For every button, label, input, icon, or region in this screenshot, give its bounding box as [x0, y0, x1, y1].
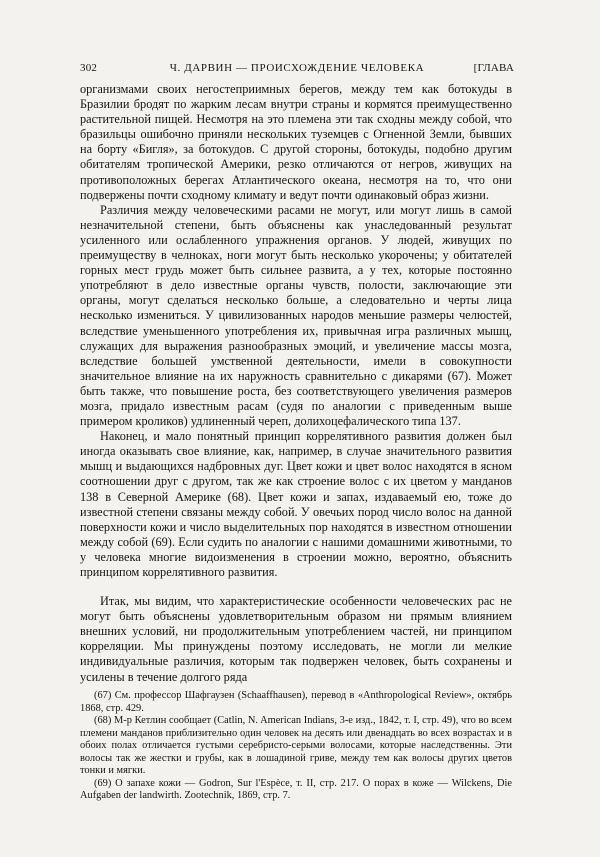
section-gap [80, 580, 512, 594]
page-number: 302 [80, 62, 98, 74]
paragraph: Различия между человеческими расами не могут, или могут лишь в самой незначительной степени, быть объяснены как унаследованный результат усиленного или ослабленного упражнения органов. У людей, живущих по преимуществу в челноках, ноги могут быть несколько укорочены; у обитателей горных мест грудь может быть сильнее развита, а у тех, которые постоянно употребляют в дело известные органы чувств, полости, заключающие эти органы, могут сделаться несколько больше, а следовательно и черты лица несколько измениться. У цивилизованных народов меньшие размеры челюстей, вследствие уменьшенного употребления их, привычная игра различных мышц, служащих для выражения разнообразных эмоций, и увеличение массы мозга, вследствие большей умственной деятельности, имели в совокупности значительное влияние на их наружность сравнительно с дикарями (67). Может быть также, что повышение роста, без соответствующего увеличения размеров мозга, придало известным расам (судя по аналогии с приведенным выше примером кроликов) удлиненный череп, долихоцефалического типа 137. [80, 202, 512, 429]
paragraph: Итак, мы видим, что характеристические особенности человеческих рас не могут быть объяснены удовлетворительным образом ни прямым влиянием внешних условий, ни продолжительным употреблением частей, ни принципом корреляции. Мы принуждены поэтому исследовать, не могли ли мелкие индивидуальные различия, которым так подвержен человек, быть сохранены и усилены в течение долгого ряда [80, 594, 512, 684]
running-title: Ч. ДАРВИН — ПРОИСХОЖДЕНИЕ ЧЕЛОВЕКА [169, 62, 425, 74]
footnote: (67) См. профессор Шафгаузен (Schaaffhausen), перевод в «Anthropological Review», октябрь 1868, стр. 429. [80, 690, 512, 714]
footnotes [80, 690, 512, 803]
paragraph: Наконец, и мало понятный принцип коррелятивного развития должен был иногда оказывать свое влияние, как, например, в случае значительного развития мышц и выдающихся надбровных дуг. Цвет кожи и цвет волос находятся в ясном соотношении друг с другом, так же как строение волос с их цветом у манданов 138 в Северной Америке (68). Цвет кожи и запах, издаваемый ею, тоже до известной степени связаны между собой. У овечьих пород число волос на данной поверхности кожи и число выделительных пор находятся в известном отношении между собой (69). Если судить по аналогии с нашими домашними животными, то у человека многие видоизменения в строении можно, вероятно, объяснить принципом коррелятивного развития. [80, 429, 512, 579]
chapter-label: [ГЛАВА [473, 62, 514, 74]
footnote: (69) О запахе кожи — Godron, Sur l'Espèce, т. II, стр. 217. О порах в коже — Wilckens, Die Aufgaben der landwirth. Zootechnik, 1869, стр. 7. [80, 777, 512, 801]
main-text [80, 82, 512, 685]
footnote: (68) М-р Кетлин сообщает (Catlin, N. American Indians, 3-е изд., 1842, т. I, стр. 49), что во всем племени манданов приблизительно один человек на десять или двенадцать во всех возрастах и в обоих полах отличается густыми серебристо-серыми волосами, которые наследственны. Эти волосы так же жестки и грубы, как в лошадиной гриве, между тем как волосы других цветов тонки и мягки. [80, 715, 512, 776]
paragraph: организмами своих негостеприимных берегов, между тем как ботокуды в Бразилии бродят по жарким лесам внутри страны и кормятся преимущественно растительной пищей. Несмотря на это племена эти так сходны между собой, что бразильцы ошибочно приняли нескольких туземцев с Огненной Земли, бывших на борту «Бигля», за ботокудов. С другой стороны, ботокуды, подобно другим обитателям тропической Америки, резко отличаются от негров, живущих на противоположных берегах Атлантического океана, несмотря на то, что они подвержены почти сходному климату и ведут почти одинаковый образ жизни. [80, 82, 512, 202]
